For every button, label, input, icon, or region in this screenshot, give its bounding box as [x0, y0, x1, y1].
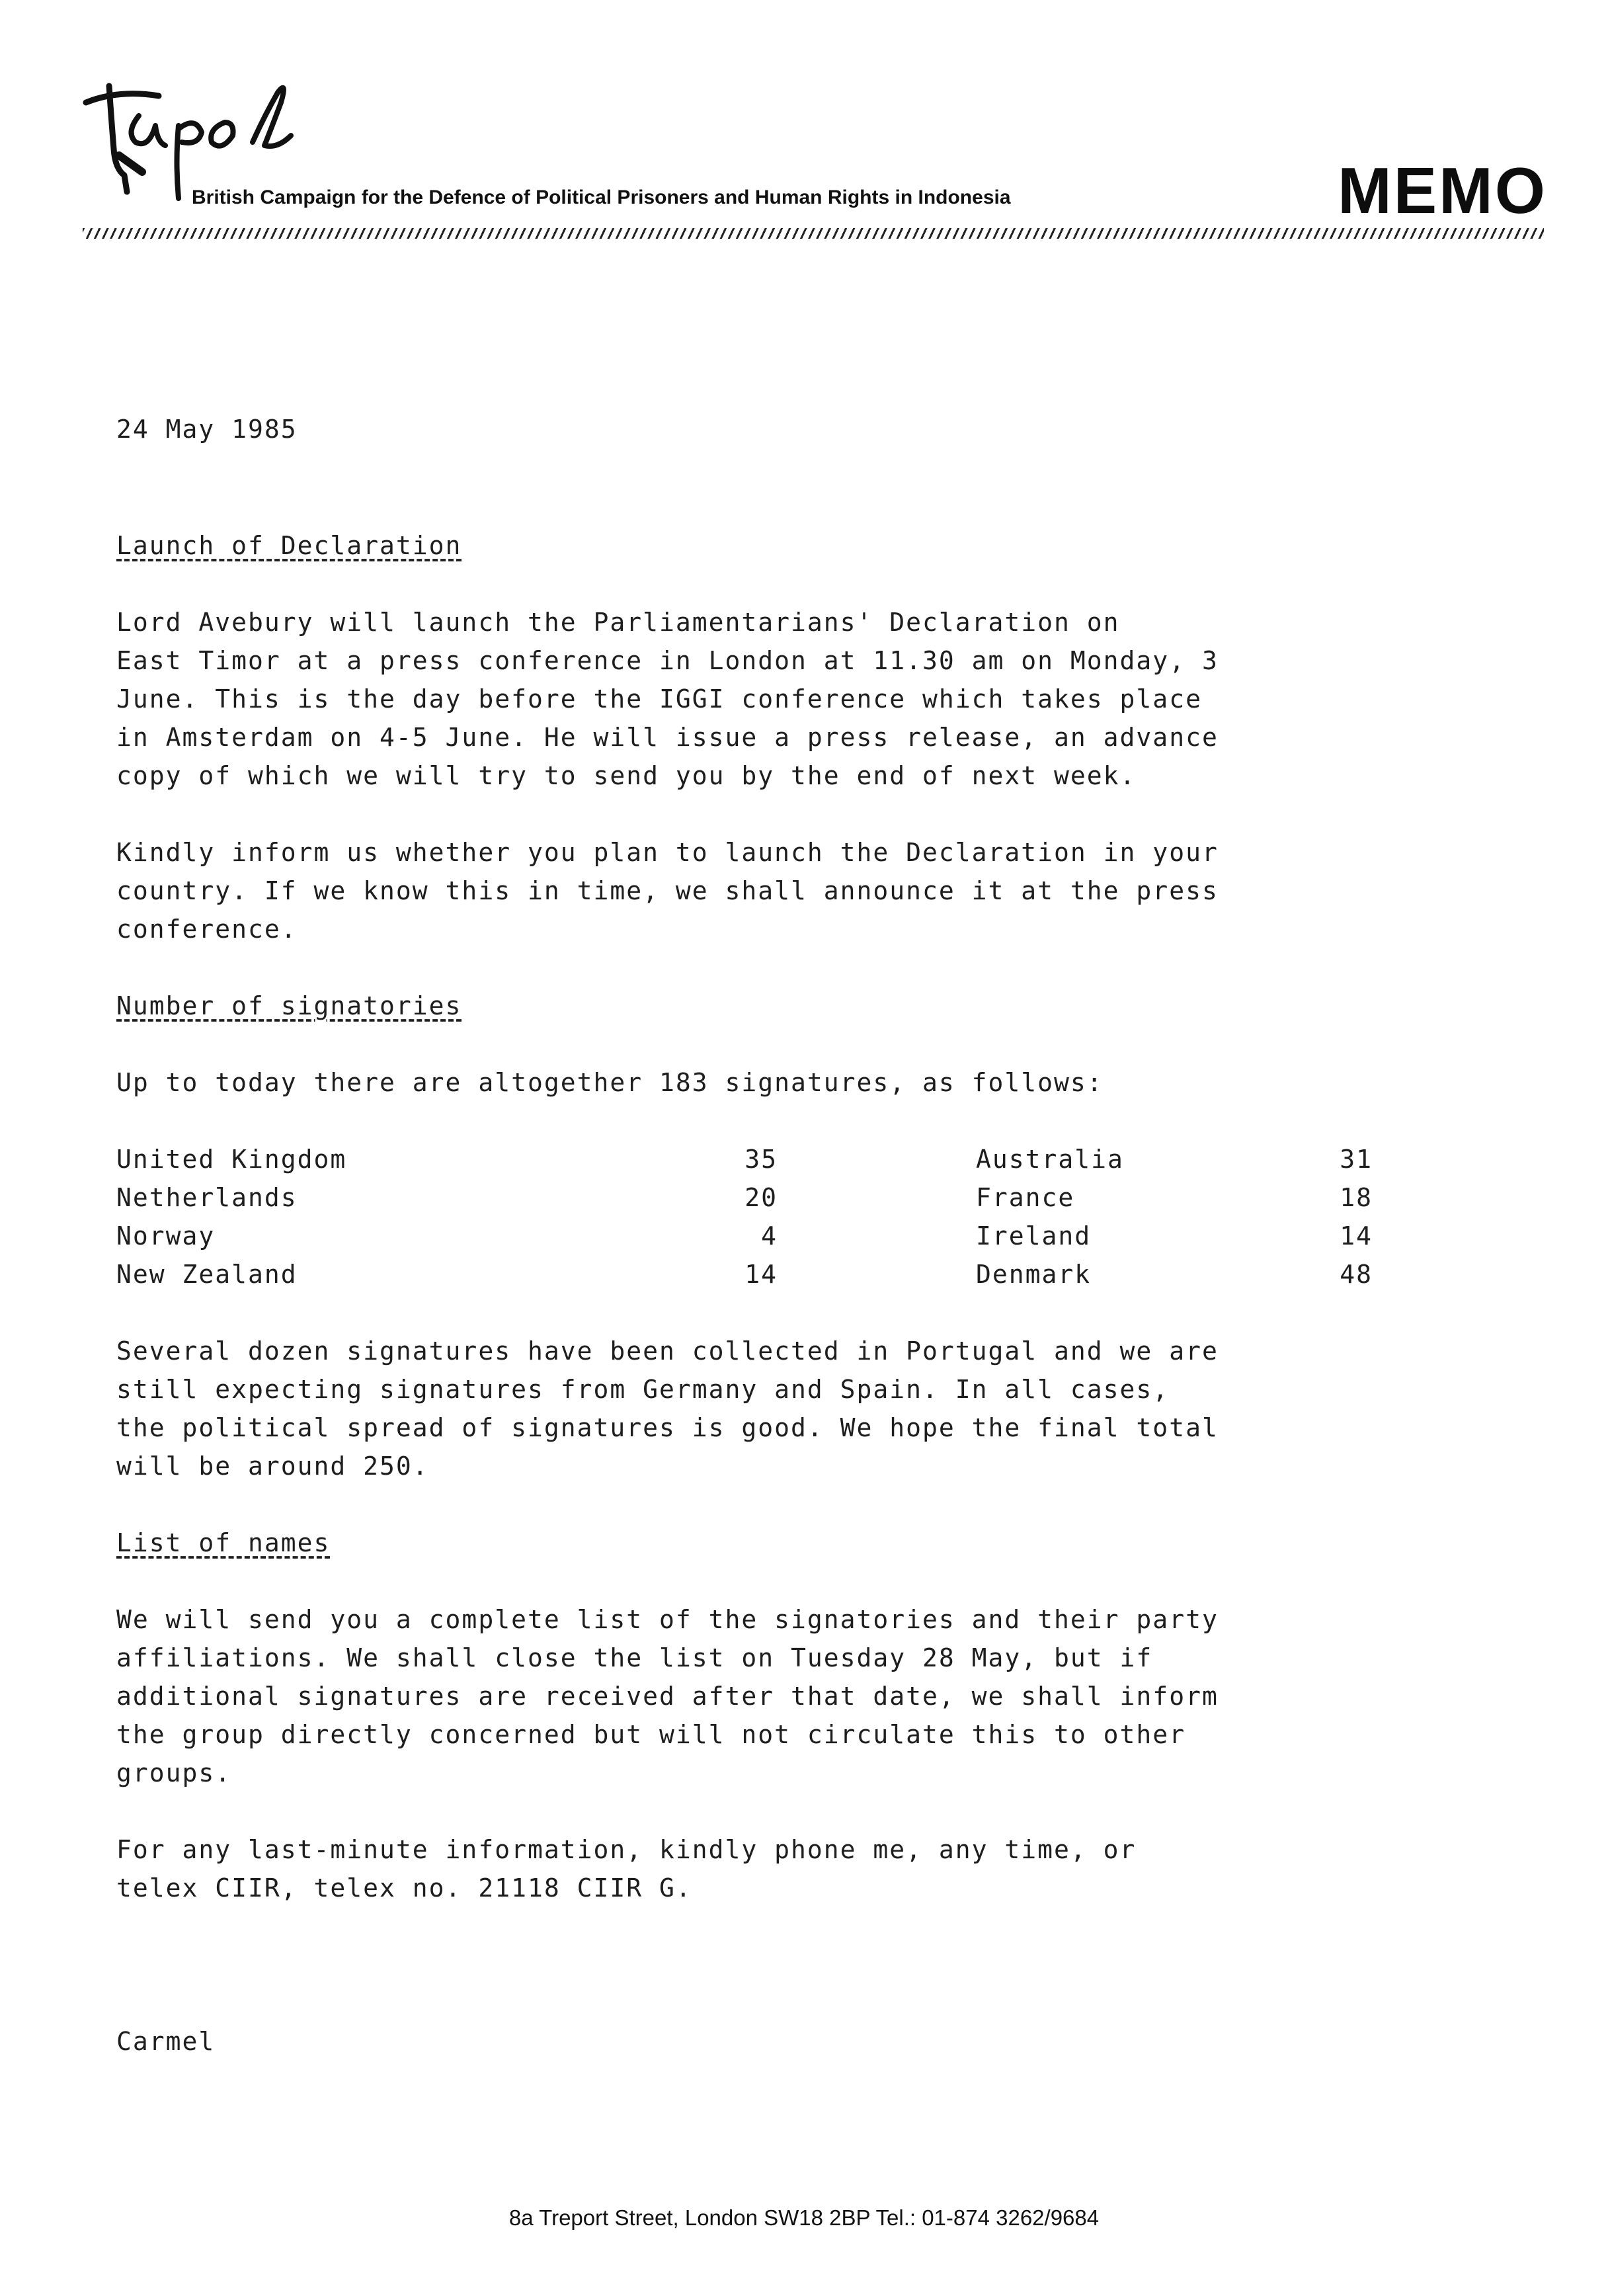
section-heading-launch: Launch of Declaration — [116, 531, 462, 560]
paragraph: Up to today there are altogether 183 signatures, as follows: — [116, 1068, 1104, 1097]
memo-date: 24 May 1985 — [116, 415, 298, 444]
signature-count: 20 — [744, 1183, 778, 1212]
country-name: Ireland — [976, 1221, 1092, 1250]
footer-address: 8a Treport Street, London SW18 2BP Tel.: 01-874 3262/9684 — [508, 2205, 1100, 2230]
signature-count: 14 — [744, 1260, 778, 1289]
section-heading-list: List of names — [116, 1528, 331, 1557]
paragraph: We will send you a complete list of the signatories and their party affiliations. We shall close the list on Tuesday 28 May, but if additional signatures are received after that date, we shall inform the group directly concerned but will not circulate this to other groups. — [116, 1605, 1219, 1787]
closing-paragraph: For any last-minute information, kindly phone me, any time, or telex CIIR, telex no. 21118 CIIR G. — [116, 1835, 1137, 1903]
country-name: Denmark — [976, 1260, 1092, 1289]
memo-title: MEMO — [1338, 154, 1547, 227]
signature-count: 18 — [1340, 1183, 1373, 1212]
letterhead-divider — [83, 228, 1544, 239]
table-row — [116, 1255, 1531, 1293]
section-heading-signatories: Number of signatories — [116, 991, 462, 1020]
table-row — [116, 1140, 1531, 1178]
letterhead-tagline: British Campaign for the Defence of Political Prisoners and Human Rights in Indonesia — [192, 186, 1011, 208]
paragraph: Kindly inform us whether you plan to launch the Declaration in your country. If we know this in time, we shall announce it at the press conference. — [116, 838, 1219, 944]
table-row — [116, 1217, 1531, 1255]
country-name: Australia — [976, 1145, 1124, 1174]
signature-count: 14 — [1340, 1221, 1373, 1250]
signature-count: 4 — [761, 1221, 778, 1250]
signature-name: Carmel — [116, 2027, 216, 2056]
signatories-table — [116, 1140, 1531, 1293]
tapol-logo — [79, 76, 317, 202]
signature-count: 31 — [1340, 1145, 1373, 1174]
table-row — [116, 1178, 1531, 1217]
country-name: Norway — [116, 1221, 216, 1250]
signature-count: 35 — [744, 1145, 778, 1174]
signature-count: 48 — [1340, 1260, 1373, 1289]
country-name: United Kingdom — [116, 1145, 347, 1174]
paragraph: Lord Avebury will launch the Parliamentarians' Declaration on East Timor at a press conference in London at 11.30 am on Monday, 3 June. This is the day before the IGGI conference which takes place in Amsterdam on 4-5 June. He will issue a press release, an advance copy of which we will try to send you by the end of next week. — [116, 608, 1219, 790]
memo-body — [116, 410, 1531, 2061]
paragraph: Several dozen signatures have been collected in Portugal and we are still expecting signatures from Germany and Spain. In all cases, the political spread of signatures is good. We hope the final total will be around 250. — [116, 1336, 1219, 1481]
country-name: France — [976, 1183, 1075, 1212]
country-name: Netherlands — [116, 1183, 298, 1212]
country-name: New Zealand — [116, 1260, 298, 1289]
